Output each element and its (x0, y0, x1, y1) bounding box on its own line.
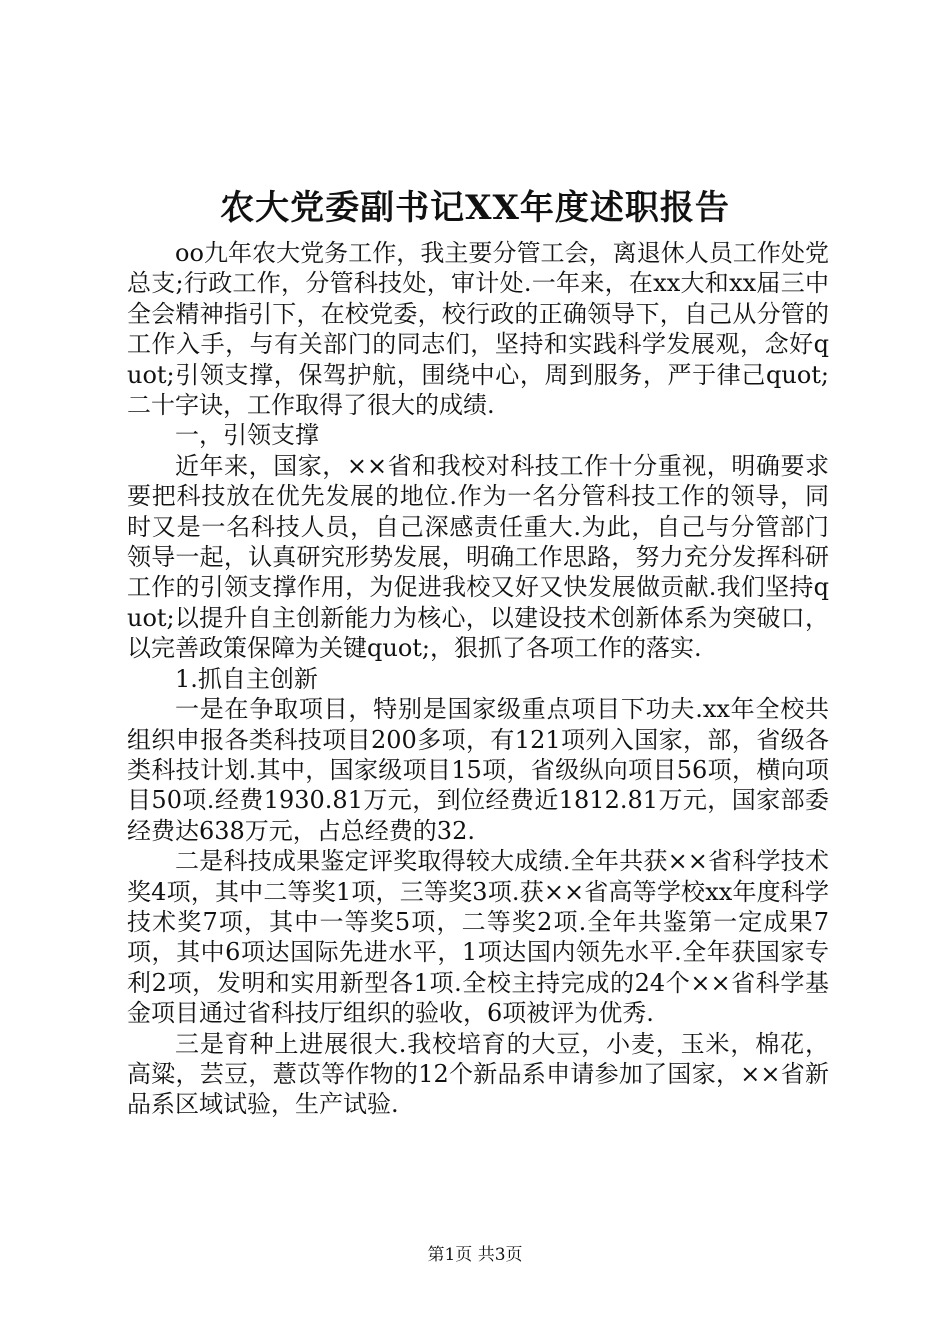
body-paragraph: 三是育种上进展很大.我校培育的大豆，小麦，玉米，棉花，高粱，芸豆，薏苡等作物的12个新品系申请参加了国家，××省新品系区域试验，生产试验. (127, 1029, 829, 1119)
body-paragraph: 一是在争取项目，特别是国家级重点项目下功夫.xx年全校共组织申报各类科技项目200多项，有121项列入国家，部，省级各类科技计划.其中，国家级项目15项，省级纵向项目56项，横向项目50项.经费1930.81万元，到位经费近1812.81万元，国家部委经费达638万元，占总经费的32. (127, 695, 829, 845)
body-paragraph: 二是科技成果鉴定评奖取得较大成绩.全年共获××省科学技术奖4项，其中二等奖1项，三等奖3项.获××省高等学校xx年度科学技术奖7项，其中一等奖5项，二等奖2项.全年共鉴第一定成果7项，其中6项达国际先进水平，1项达国内领先水平.全年获国家专利2项，发明和实用新型各1项.全校主持完成的24个××省科学基金项目通过省科技厅组织的验收，6项被评为优秀. (127, 847, 829, 1028)
section-heading: 一，引领支撑 (175, 421, 319, 450)
document-body (127, 238, 829, 1120)
page-footer: 第1页 共3页 (427, 1245, 523, 1265)
intro-paragraph: oo九年农大党务工作，我主要分管工会，离退休人员工作处党总支;行政工作，分管科技处，审计处.一年来，在xx大和xx届三中全会精神指引下，在校党委，校行政的正确领导下，自己从分管的工作入手，与有关部门的同志们，坚持和实践科学发展观，念好quot;引领支撑，保驾护航，围绕中心，周到服务，严于律己quot;二十字诀，工作取得了很大的成绩. (127, 239, 829, 420)
document-title: 农大党委副书记XX年度述职报告 (220, 188, 730, 228)
subsection-heading: 1.抓自主创新 (175, 664, 318, 693)
section-paragraph: 近年来，国家，××省和我校对科技工作十分重视，明确要求要把科技放在优先发展的地位.作为一名分管科技工作的领导，同时又是一名科技人员，自己深感责任重大.为此，自己与分管部门领导一起，认真研究形势发展，明确工作思路，努力充分发挥科研工作的引领支撑作用，为促进我校又好又快发展做贡献.我们坚持quot;以提升自主创新能力为核心，以建设技术创新体系为突破口，以完善政策保障为关键quot;，狠抓了各项工作的落实. (127, 451, 829, 663)
